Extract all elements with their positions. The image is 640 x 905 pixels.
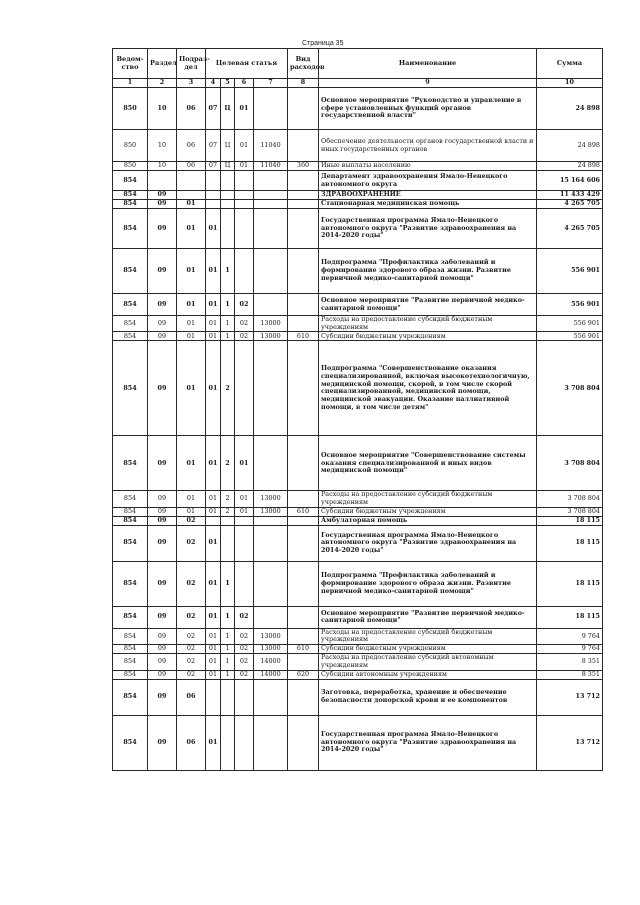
col-podrazdel: 02 xyxy=(177,670,206,679)
table-row xyxy=(113,525,603,561)
col-podrazdel xyxy=(177,191,206,200)
col-vid-rashodov: 610 xyxy=(288,645,319,654)
col-cs-measure: 02 xyxy=(235,670,254,679)
col-naimenovanie: Основное мероприятие "Руководство и управление в сфере установленных функций органов государственной власти" xyxy=(319,88,537,130)
col-cs-direction xyxy=(254,715,288,770)
col-vid-rashodov xyxy=(288,341,319,436)
col-vid-rashodov xyxy=(288,654,319,670)
col-cs-direction xyxy=(254,209,288,249)
col-vedomstvo: 854 xyxy=(113,679,148,715)
col-podrazdel: 02 xyxy=(177,645,206,654)
col-vid-rashodov xyxy=(288,209,319,249)
col-cs-program: 01 xyxy=(206,209,221,249)
col-razdel: 09 xyxy=(148,436,177,491)
col-cs-subprogram: 2 xyxy=(221,491,235,507)
col-cs-subprogram xyxy=(221,209,235,249)
column-number-row xyxy=(113,79,603,88)
col-vedomstvo: 854 xyxy=(113,715,148,770)
col-naimenovanie: Субсидии бюджетным учреждениям xyxy=(319,645,537,654)
col-cs-program: 01 xyxy=(206,316,221,332)
col-podrazdel: 01 xyxy=(177,249,206,294)
col-summa: 8 351 xyxy=(537,670,603,679)
col-cs-measure: 01 xyxy=(235,162,254,171)
col-podrazdel: 01 xyxy=(177,436,206,491)
col-cs-direction xyxy=(254,200,288,209)
col-naimenovanie: Основное мероприятие "Развитие первичной медико-санитарной помощи" xyxy=(319,606,537,628)
col-podrazdel: 01 xyxy=(177,491,206,507)
col-razdel: 09 xyxy=(148,249,177,294)
column-number: 3 xyxy=(177,79,206,88)
col-vid-rashodov xyxy=(288,200,319,209)
col-cs-program: 07 xyxy=(206,130,221,162)
col-naimenovanie: Подпрограмма "Профилактика заболеваний и формирование здорового образа жизни. Развитие первичной медико-санитарной помощи" xyxy=(319,249,537,294)
col-podrazdel: 02 xyxy=(177,525,206,561)
col-razdel: 09 xyxy=(148,654,177,670)
col-summa: 15 164 606 xyxy=(537,171,603,191)
table-row xyxy=(113,209,603,249)
col-razdel: 09 xyxy=(148,645,177,654)
col-cs-program: 01 xyxy=(206,436,221,491)
column-number: 7 xyxy=(254,79,288,88)
col-cs-direction xyxy=(254,294,288,316)
col-vid-rashodov xyxy=(288,516,319,525)
col-vid-rashodov xyxy=(288,491,319,507)
col-naimenovanie: Департамент здравоохранения Ямало-Ненецкого автономного округа xyxy=(319,171,537,191)
col-cs-direction xyxy=(254,191,288,200)
col-cs-measure: 02 xyxy=(235,645,254,654)
table-row xyxy=(113,162,603,171)
column-number: 1 xyxy=(113,79,148,88)
col-podrazdel: 01 xyxy=(177,507,206,516)
table-row xyxy=(113,507,603,516)
col-summa: 13 712 xyxy=(537,715,603,770)
table-row xyxy=(113,200,603,209)
col-naimenovanie: Расходы на предоставление субсидий бюджетным учреждениям xyxy=(319,628,537,644)
table-row xyxy=(113,130,603,162)
col-cs-direction: 11040 xyxy=(254,130,288,162)
col-podrazdel: 02 xyxy=(177,628,206,644)
col-vedomstvo: 854 xyxy=(113,191,148,200)
col-vedomstvo: 854 xyxy=(113,491,148,507)
col-cs-subprogram: 1 xyxy=(221,332,235,341)
col-cs-direction: 11040 xyxy=(254,162,288,171)
col-naimenovanie: Расходы на предоставление субсидий бюджетным учреждениям xyxy=(319,491,537,507)
col-summa: 24 898 xyxy=(537,88,603,130)
col-summa: 3 708 804 xyxy=(537,491,603,507)
col-cs-program: 01 xyxy=(206,249,221,294)
col-vedomstvo: 854 xyxy=(113,561,148,606)
col-podrazdel: 06 xyxy=(177,88,206,130)
col-vid-rashodov: 620 xyxy=(288,670,319,679)
col-cs-measure xyxy=(235,516,254,525)
col-naimenovanie: Основное мероприятие "Развитие первичной медико-санитарной помощи" xyxy=(319,294,537,316)
column-number: 4 xyxy=(206,79,221,88)
col-cs-measure xyxy=(235,191,254,200)
header-razdel: Раздел xyxy=(148,49,177,79)
col-cs-direction xyxy=(254,249,288,294)
col-razdel: 10 xyxy=(148,88,177,130)
col-podrazdel: 02 xyxy=(177,516,206,525)
col-cs-subprogram: 1 xyxy=(221,316,235,332)
col-cs-subprogram: 1 xyxy=(221,561,235,606)
col-cs-subprogram: 1 xyxy=(221,670,235,679)
col-cs-program: 01 xyxy=(206,670,221,679)
col-naimenovanie: Субсидии бюджетным учреждениям xyxy=(319,507,537,516)
table-row xyxy=(113,679,603,715)
col-podrazdel: 06 xyxy=(177,130,206,162)
col-razdel: 09 xyxy=(148,606,177,628)
header-celevaya-statya: Целевая статья xyxy=(206,49,288,79)
col-cs-subprogram: 1 xyxy=(221,606,235,628)
col-cs-measure: 01 xyxy=(235,88,254,130)
col-vedomstvo: 854 xyxy=(113,200,148,209)
col-naimenovanie: Подпрограмма "Профилактика заболеваний и формирование здорового образа жизни. Развитие первичной медико-санитарной помощи" xyxy=(319,561,537,606)
col-vedomstvo: 854 xyxy=(113,507,148,516)
col-naimenovanie: Расходы на предоставление субсидий автономным учреждениям xyxy=(319,654,537,670)
col-razdel: 09 xyxy=(148,516,177,525)
col-vid-rashodov xyxy=(288,525,319,561)
col-razdel: 09 xyxy=(148,628,177,644)
col-summa: 24 898 xyxy=(537,130,603,162)
table-row xyxy=(113,249,603,294)
col-cs-program: 01 xyxy=(206,606,221,628)
col-vid-rashodov xyxy=(288,679,319,715)
header-podrazdel: Подраз-дел xyxy=(177,49,206,79)
col-razdel: 10 xyxy=(148,162,177,171)
col-summa: 3 708 804 xyxy=(537,507,603,516)
col-razdel: 09 xyxy=(148,332,177,341)
col-vid-rashodov xyxy=(288,249,319,294)
table-row xyxy=(113,332,603,341)
col-naimenovanie: Обеспечение деятельности органов государственной власти и иных государственных органов xyxy=(319,130,537,162)
col-cs-program xyxy=(206,191,221,200)
col-naimenovanie: Иные выплаты населению xyxy=(319,162,537,171)
col-summa: 9 764 xyxy=(537,628,603,644)
column-number: 8 xyxy=(288,79,319,88)
table-row xyxy=(113,316,603,332)
col-razdel: 09 xyxy=(148,491,177,507)
col-cs-subprogram: 1 xyxy=(221,654,235,670)
col-cs-subprogram xyxy=(221,200,235,209)
col-cs-measure xyxy=(235,249,254,294)
col-vedomstvo: 854 xyxy=(113,525,148,561)
col-cs-measure: 02 xyxy=(235,332,254,341)
col-razdel xyxy=(148,171,177,191)
col-cs-direction: 13000 xyxy=(254,507,288,516)
col-razdel: 09 xyxy=(148,191,177,200)
col-vid-rashodov xyxy=(288,436,319,491)
budget-table xyxy=(112,48,603,771)
col-naimenovanie: Государственная программа Ямало-Ненецкого автономного округа "Развитие здравоохранения на 2014-2020 годы" xyxy=(319,715,537,770)
col-razdel: 09 xyxy=(148,316,177,332)
table-row xyxy=(113,294,603,316)
col-cs-program: 01 xyxy=(206,561,221,606)
header-vid-rashodov: Вид расходов xyxy=(288,49,319,79)
col-cs-measure: 02 xyxy=(235,654,254,670)
col-naimenovanie: Государственная программа Ямало-Ненецкого автономного округа "Развитие здравоохранения на 2014-2020 годы" xyxy=(319,209,537,249)
col-razdel: 09 xyxy=(148,679,177,715)
col-cs-subprogram: 1 xyxy=(221,628,235,644)
col-cs-measure: 02 xyxy=(235,606,254,628)
col-cs-subprogram xyxy=(221,525,235,561)
col-vid-rashodov xyxy=(288,606,319,628)
col-vedomstvo: 850 xyxy=(113,130,148,162)
col-podrazdel: 01 xyxy=(177,209,206,249)
col-cs-direction xyxy=(254,171,288,191)
col-podrazdel: 06 xyxy=(177,679,206,715)
col-cs-subprogram: 1 xyxy=(221,645,235,654)
col-podrazdel xyxy=(177,171,206,191)
col-vid-rashodov xyxy=(288,171,319,191)
table-row xyxy=(113,561,603,606)
col-vedomstvo: 854 xyxy=(113,606,148,628)
col-cs-measure: 01 xyxy=(235,130,254,162)
col-cs-measure: 02 xyxy=(235,294,254,316)
col-cs-measure xyxy=(235,715,254,770)
col-razdel: 09 xyxy=(148,670,177,679)
table-row xyxy=(113,436,603,491)
table-row xyxy=(113,88,603,130)
col-cs-measure xyxy=(235,341,254,436)
col-cs-direction xyxy=(254,606,288,628)
col-naimenovanie: Государственная программа Ямало-Ненецкого автономного округа "Развитие здравоохранения на 2014-2020 годы" xyxy=(319,525,537,561)
col-vedomstvo: 854 xyxy=(113,436,148,491)
col-cs-direction: 13000 xyxy=(254,332,288,341)
header-summa: Сумма xyxy=(537,49,603,79)
col-summa: 556 901 xyxy=(537,332,603,341)
table-row xyxy=(113,171,603,191)
col-cs-measure xyxy=(235,200,254,209)
col-summa: 18 115 xyxy=(537,606,603,628)
col-cs-subprogram: 2 xyxy=(221,507,235,516)
col-vid-rashodov: 610 xyxy=(288,332,319,341)
header-vedomstvo: Ведом-ство xyxy=(113,49,148,79)
col-podrazdel: 02 xyxy=(177,654,206,670)
col-razdel: 09 xyxy=(148,200,177,209)
col-cs-direction xyxy=(254,436,288,491)
col-vid-rashodov xyxy=(288,715,319,770)
col-razdel: 10 xyxy=(148,130,177,162)
col-summa: 8 351 xyxy=(537,654,603,670)
col-vedomstvo: 854 xyxy=(113,654,148,670)
col-cs-subprogram: Ц xyxy=(221,130,235,162)
col-summa: 18 115 xyxy=(537,516,603,525)
col-cs-program: 01 xyxy=(206,628,221,644)
col-podrazdel: 01 xyxy=(177,316,206,332)
page-number: Страница 35 xyxy=(302,40,344,47)
col-summa: 556 901 xyxy=(537,294,603,316)
col-cs-subprogram: Ц xyxy=(221,162,235,171)
column-number: 10 xyxy=(537,79,603,88)
col-cs-subprogram: 1 xyxy=(221,249,235,294)
col-naimenovanie: Субсидии бюджетным учреждениям xyxy=(319,332,537,341)
col-summa: 3 708 804 xyxy=(537,436,603,491)
col-razdel: 09 xyxy=(148,294,177,316)
col-cs-program: 01 xyxy=(206,332,221,341)
table-row xyxy=(113,341,603,436)
col-cs-program xyxy=(206,516,221,525)
col-cs-direction: 13000 xyxy=(254,316,288,332)
column-number: 5 xyxy=(221,79,235,88)
col-cs-measure xyxy=(235,209,254,249)
col-cs-measure xyxy=(235,561,254,606)
col-cs-measure xyxy=(235,171,254,191)
table-row xyxy=(113,670,603,679)
col-summa: 556 901 xyxy=(537,316,603,332)
col-cs-subprogram xyxy=(221,171,235,191)
col-cs-program: 07 xyxy=(206,88,221,130)
col-summa: 9 764 xyxy=(537,645,603,654)
col-cs-direction xyxy=(254,679,288,715)
col-naimenovanie: Основное мероприятие "Совершенствование системы оказания специализированной и иных видов медицинской помощи" xyxy=(319,436,537,491)
col-cs-direction xyxy=(254,516,288,525)
col-cs-program: 01 xyxy=(206,294,221,316)
col-cs-program xyxy=(206,679,221,715)
col-razdel: 09 xyxy=(148,507,177,516)
col-vedomstvo: 854 xyxy=(113,294,148,316)
table-row xyxy=(113,715,603,770)
header-row xyxy=(113,49,603,79)
col-cs-measure: 02 xyxy=(235,316,254,332)
col-vedomstvo: 850 xyxy=(113,162,148,171)
col-cs-measure: 02 xyxy=(235,628,254,644)
col-cs-program: 01 xyxy=(206,525,221,561)
col-vid-rashodov xyxy=(288,628,319,644)
col-cs-subprogram: 1 xyxy=(221,294,235,316)
col-cs-program xyxy=(206,200,221,209)
col-cs-direction xyxy=(254,525,288,561)
col-cs-subprogram xyxy=(221,516,235,525)
col-naimenovanie: Амбулаторная помощь xyxy=(319,516,537,525)
col-razdel: 09 xyxy=(148,561,177,606)
col-summa: 556 901 xyxy=(537,249,603,294)
col-cs-subprogram xyxy=(221,715,235,770)
col-vedomstvo: 854 xyxy=(113,670,148,679)
col-summa: 4 265 705 xyxy=(537,209,603,249)
col-vedomstvo: 854 xyxy=(113,249,148,294)
column-number: 2 xyxy=(148,79,177,88)
col-podrazdel: 06 xyxy=(177,715,206,770)
col-cs-direction xyxy=(254,341,288,436)
col-podrazdel: 06 xyxy=(177,162,206,171)
col-cs-measure: 01 xyxy=(235,491,254,507)
col-cs-measure: 01 xyxy=(235,507,254,516)
col-summa: 18 115 xyxy=(537,561,603,606)
col-vid-rashodov xyxy=(288,316,319,332)
col-vedomstvo: 854 xyxy=(113,171,148,191)
table-row xyxy=(113,491,603,507)
col-vedomstvo: 854 xyxy=(113,316,148,332)
table-row xyxy=(113,606,603,628)
col-cs-program: 01 xyxy=(206,645,221,654)
col-cs-program: 01 xyxy=(206,654,221,670)
table-row xyxy=(113,628,603,644)
col-vedomstvo: 854 xyxy=(113,209,148,249)
col-naimenovanie: Субсидии автономным учреждениям xyxy=(319,670,537,679)
col-cs-subprogram: Ц xyxy=(221,88,235,130)
col-cs-direction: 13000 xyxy=(254,628,288,644)
col-razdel: 09 xyxy=(148,209,177,249)
col-podrazdel: 01 xyxy=(177,200,206,209)
table-body xyxy=(113,88,603,771)
col-razdel: 09 xyxy=(148,715,177,770)
col-cs-direction: 14000 xyxy=(254,670,288,679)
col-cs-program: 01 xyxy=(206,507,221,516)
col-razdel: 09 xyxy=(148,525,177,561)
col-summa: 24 898 xyxy=(537,162,603,171)
col-razdel: 09 xyxy=(148,341,177,436)
col-podrazdel: 01 xyxy=(177,332,206,341)
col-summa: 18 115 xyxy=(537,525,603,561)
col-vedomstvo: 854 xyxy=(113,341,148,436)
col-summa: 4 265 705 xyxy=(537,200,603,209)
col-vid-rashodov xyxy=(288,294,319,316)
col-vid-rashodov: 610 xyxy=(288,507,319,516)
col-vid-rashodov xyxy=(288,191,319,200)
col-naimenovanie: Стационарная медицинская помощь xyxy=(319,200,537,209)
col-summa: 3 708 804 xyxy=(537,341,603,436)
col-cs-subprogram xyxy=(221,191,235,200)
col-cs-direction: 13000 xyxy=(254,491,288,507)
col-vedomstvo: 850 xyxy=(113,88,148,130)
col-naimenovanie: Расходы на предоставление субсидий бюджетным учреждениям xyxy=(319,316,537,332)
table-row xyxy=(113,191,603,200)
col-cs-direction xyxy=(254,88,288,130)
table-row xyxy=(113,516,603,525)
col-cs-program xyxy=(206,171,221,191)
col-cs-direction: 13000 xyxy=(254,645,288,654)
col-cs-program: 07 xyxy=(206,162,221,171)
col-cs-direction: 14000 xyxy=(254,654,288,670)
column-number: 9 xyxy=(319,79,537,88)
col-cs-subprogram xyxy=(221,679,235,715)
col-vedomstvo: 854 xyxy=(113,516,148,525)
col-podrazdel: 01 xyxy=(177,294,206,316)
col-podrazdel: 02 xyxy=(177,561,206,606)
col-podrazdel: 02 xyxy=(177,606,206,628)
col-vedomstvo: 854 xyxy=(113,332,148,341)
col-vid-rashodov: 360 xyxy=(288,162,319,171)
col-cs-direction xyxy=(254,561,288,606)
col-cs-measure xyxy=(235,525,254,561)
col-vid-rashodov xyxy=(288,88,319,130)
col-cs-program: 01 xyxy=(206,341,221,436)
col-naimenovanie: ЗДРАВООХРАНЕНИЕ xyxy=(319,191,537,200)
col-vid-rashodov xyxy=(288,130,319,162)
column-number: 6 xyxy=(235,79,254,88)
col-vid-rashodov xyxy=(288,561,319,606)
col-cs-subprogram: 2 xyxy=(221,341,235,436)
col-summa: 11 433 429 xyxy=(537,191,603,200)
col-cs-measure: 01 xyxy=(235,436,254,491)
col-cs-program: 01 xyxy=(206,715,221,770)
col-summa: 13 712 xyxy=(537,679,603,715)
col-cs-subprogram: 2 xyxy=(221,436,235,491)
table-row xyxy=(113,654,603,670)
col-podrazdel: 01 xyxy=(177,341,206,436)
col-naimenovanie: Заготовка, переработка, хранение и обеспечение безопасности донорской крови и ее компонентов xyxy=(319,679,537,715)
col-cs-program: 01 xyxy=(206,491,221,507)
col-cs-measure xyxy=(235,679,254,715)
col-naimenovanie: Подпрограмма "Совершенствование оказания специализированной, включая высокотехнологичную, медицинской помощи, скорой, в том числе скорой специализированной, медицинской помощи, медицинской эвакуации. Оказание паллиативной помощи, в том числе детям" xyxy=(319,341,537,436)
col-vedomstvo: 854 xyxy=(113,645,148,654)
header-naimenovanie: Наименование xyxy=(319,49,537,79)
col-vedomstvo: 854 xyxy=(113,628,148,644)
